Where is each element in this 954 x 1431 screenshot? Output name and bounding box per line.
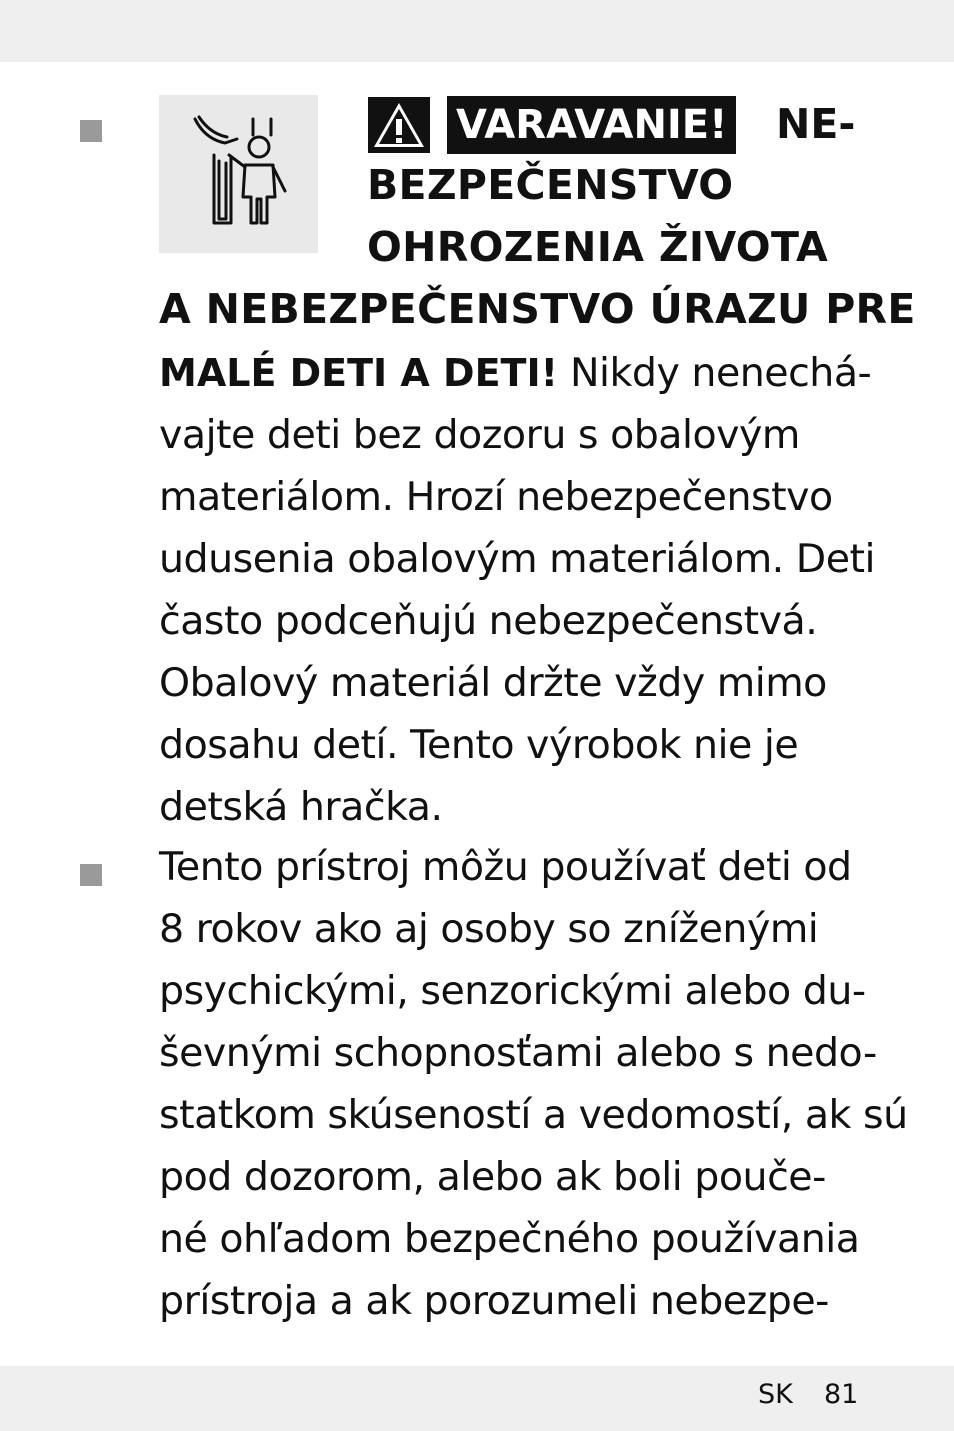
top-band <box>0 0 954 62</box>
paragraph-line: Tento prístroj môžu používať deti od <box>159 844 852 890</box>
warning-label: VARAVANIE! <box>447 96 736 154</box>
body-line: detská hračka. <box>159 784 443 830</box>
body-line: dosahu detí. Tento výrobok nie je <box>159 722 799 768</box>
heading-line: BEZPEČENSTVO <box>367 161 734 209</box>
heading-mixed-line <box>159 342 871 404</box>
body-line: materiálom. Hrozí nebezpečenstvo <box>159 474 833 520</box>
bullet-marker <box>80 864 102 886</box>
paragraph-line: psychickými, senzorickými alebo du- <box>159 968 866 1014</box>
paragraph-line: pod dozorom, alebo ak boli pouče- <box>159 1154 826 1200</box>
paragraph-line: prístroja a ak porozumeli nebezpe- <box>159 1278 829 1324</box>
body-line: často podceňujú nebezpečenstvá. <box>159 598 818 644</box>
footer-language: SK <box>758 1379 793 1410</box>
child-door-icon <box>159 95 318 253</box>
paragraph-line: 8 rokov ako aj osoby so zníženými <box>159 906 819 952</box>
body-line: vajte deti bez dozoru s obalovým <box>159 412 800 458</box>
paragraph-line: statkom skúseností a vedomostí, ak sú <box>159 1092 908 1138</box>
heading-line: OHROZENIA ŽIVOTA <box>367 223 829 271</box>
footer-band <box>0 1366 954 1431</box>
body-line: udusenia obalovým materiálom. Deti <box>159 536 875 582</box>
paragraph-line: né ohľadom bezpečného používania <box>159 1216 860 1262</box>
heading-last-bold: MALÉ DETI A DETI! <box>159 351 558 395</box>
paragraph-line: ševnými schopnosťami alebo s nedo- <box>159 1030 877 1076</box>
heading-suffix: NE- <box>776 100 856 148</box>
warning-triangle-icon <box>368 97 430 153</box>
page-number: 81 <box>824 1379 859 1410</box>
body-line: Obalový materiál držte vždy mimo <box>159 660 827 706</box>
bullet-marker <box>80 120 102 142</box>
body-text: Nikdy nenechá- <box>557 350 872 396</box>
heading-line: A NEBEZPEČENSTVO ÚRAZU PRE <box>159 285 916 333</box>
